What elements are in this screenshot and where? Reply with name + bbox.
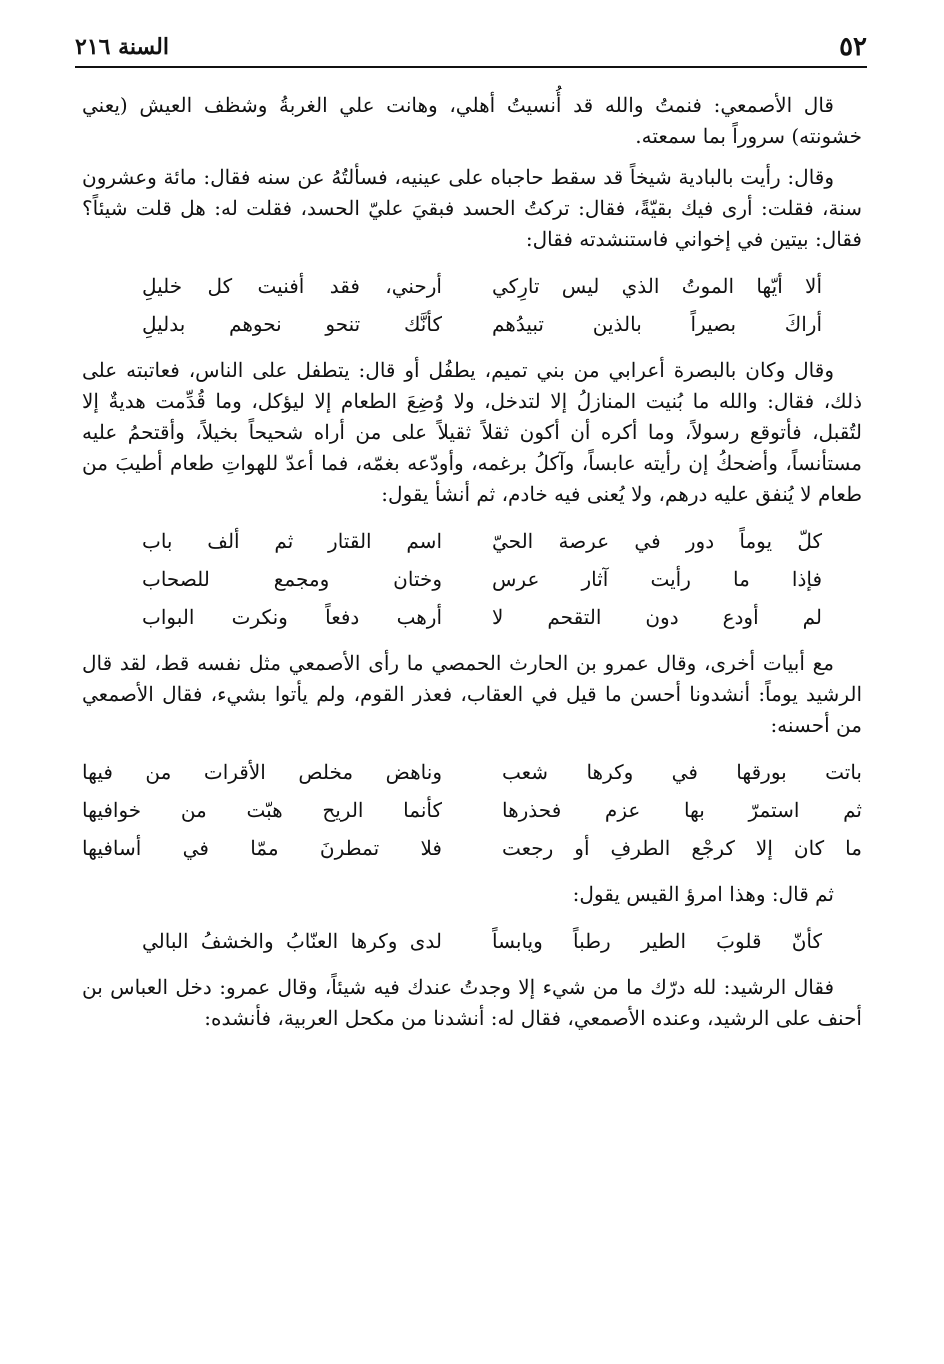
first-hemistich: كلّ يوماً دور في عرصة الحيّ bbox=[492, 528, 822, 553]
first-hemistich: ثم استمرّ بها عزم فحذرها bbox=[502, 797, 862, 822]
paragraph-2: وقال: رأيت بالبادية شيخاً قد سقط حاجباه على عينيه، فسألتُهُ عن سنه فقال: مائة وعشرون سنة، فقلت: أرى فيك بقيّةً، فقال: تركتُ الحسد فبقيَ عليّ الحسد، فقلت له: هل قلت شيئاً؟ فقال: بيتين في إخواني فاستنشدته فقال: bbox=[82, 165, 862, 251]
poem-1 bbox=[82, 267, 862, 343]
paragraph-4: مع أبيات أخرى، وقال عمرو بن الحارث الحمصي ما رأى الأصمعي مثل نفسه قط، لقد قال الرشيد يوماً: أنشدونا أحسن ما قيل في العقاب، فعذر القوم، ولم يأتوا بشيء، فقال الأصمعي من أحسنه: bbox=[82, 651, 862, 737]
poem-3 bbox=[82, 753, 862, 867]
paragraph-3: وقال وكان بالبصرة أعرابي من بني تميم، يطفُل أو قال: يتطفل على الناس، فعاتبته على ذلك، فقال: والله ما بُنيت المنازلُ إلا لتدخل، ولا وُضِعَ الطعام إلا ليؤكل، وما قُدِّمت هديةٌ إلا لتُقبل، فأتوقع رسولاً، وما أكره أن أكون ثقلاً ثقيلاً على من أراه شحيحاً بخيلاً، وأقتحمُ عليه مستأنساً، وأضحكُ إن رأيته عابساً، وآكلُ برغمه، وأودّعه بغمّه، فما أعدّ للهواتِ طعام أطيبَ من طعام لا يُنفق عليه درهم، ولا يُعنى فيه خادم، ثم أنشأ يقول: bbox=[82, 358, 862, 506]
verse bbox=[82, 829, 862, 867]
second-hemistich: اسم القتار ثم ألف باب bbox=[142, 528, 442, 553]
second-hemistich: وختان ومجمع للصحاب bbox=[142, 566, 442, 591]
verse bbox=[82, 598, 862, 636]
verse bbox=[82, 305, 862, 343]
second-hemistich: كأنَّك تنحو نحوهم بدليلِ bbox=[142, 311, 442, 336]
page-body bbox=[82, 90, 862, 1046]
verse bbox=[82, 753, 862, 791]
poem-2 bbox=[82, 522, 862, 636]
header-rule bbox=[75, 66, 867, 68]
first-hemistich: ألا أيّها الموتُ الذي ليس تارِكي bbox=[492, 273, 822, 298]
second-hemistich: أرحني، فقد أفنيت كل خليلِ bbox=[142, 273, 442, 298]
verse bbox=[82, 791, 862, 829]
paragraph-1: قال الأصمعي: فنمتُ والله قد أُنسيتُ أهلي، وهانت علي الغربةُ وشظف العيش (يعني خشونته) سروراً بما سمعته. bbox=[82, 93, 862, 148]
paragraph-6: فقال الرشيد: لله درّك ما من شيء إلا وجدتُ عندك فيه شيئاً، وقال عمرو: دخل العباس بن أحنف على الرشيد، وعنده الأصمعي، فقال له: أنشدنا من مكحل العربية، فأنشده: bbox=[82, 975, 862, 1030]
running-head: السنة ٢١٦ bbox=[75, 34, 169, 60]
second-hemistich: كأنما الريح هبّت من خوافيها bbox=[82, 797, 442, 822]
second-hemistich: أرهب دفعاً ونكرت البواب bbox=[142, 604, 442, 629]
first-hemistich: لم أودع دون التقحم لا bbox=[492, 604, 822, 629]
verse bbox=[82, 922, 862, 960]
page-number: ٥٢ bbox=[839, 32, 867, 62]
verse bbox=[82, 267, 862, 305]
first-hemistich: فإذا ما رأيت آثار عرس bbox=[492, 566, 822, 591]
verse bbox=[82, 560, 862, 598]
verse bbox=[82, 522, 862, 560]
page-header bbox=[75, 30, 867, 66]
paragraph-5: ثم قال: وهذا امرؤ القيس يقول: bbox=[572, 882, 834, 906]
second-hemistich: فلا تمطرنَ ممّا في أسافيها bbox=[82, 835, 442, 860]
first-hemistich: ما كان إلا كرجْع الطرفِ أو رجعت bbox=[502, 835, 862, 860]
second-hemistich: لدى وكرها العنّابُ والخشفُ البالي bbox=[142, 928, 442, 953]
first-hemistich: باتت بورقها في وكرها شعب bbox=[502, 759, 862, 784]
first-hemistich: أراكَ بصيراً بالذين تبيدُهم bbox=[492, 311, 822, 336]
poem-4 bbox=[82, 922, 862, 960]
second-hemistich: وناهض مخلص الأقرات من فيها bbox=[82, 759, 442, 784]
first-hemistich: كأنّ قلوبَ الطير رطباً ويابساً bbox=[492, 928, 822, 953]
